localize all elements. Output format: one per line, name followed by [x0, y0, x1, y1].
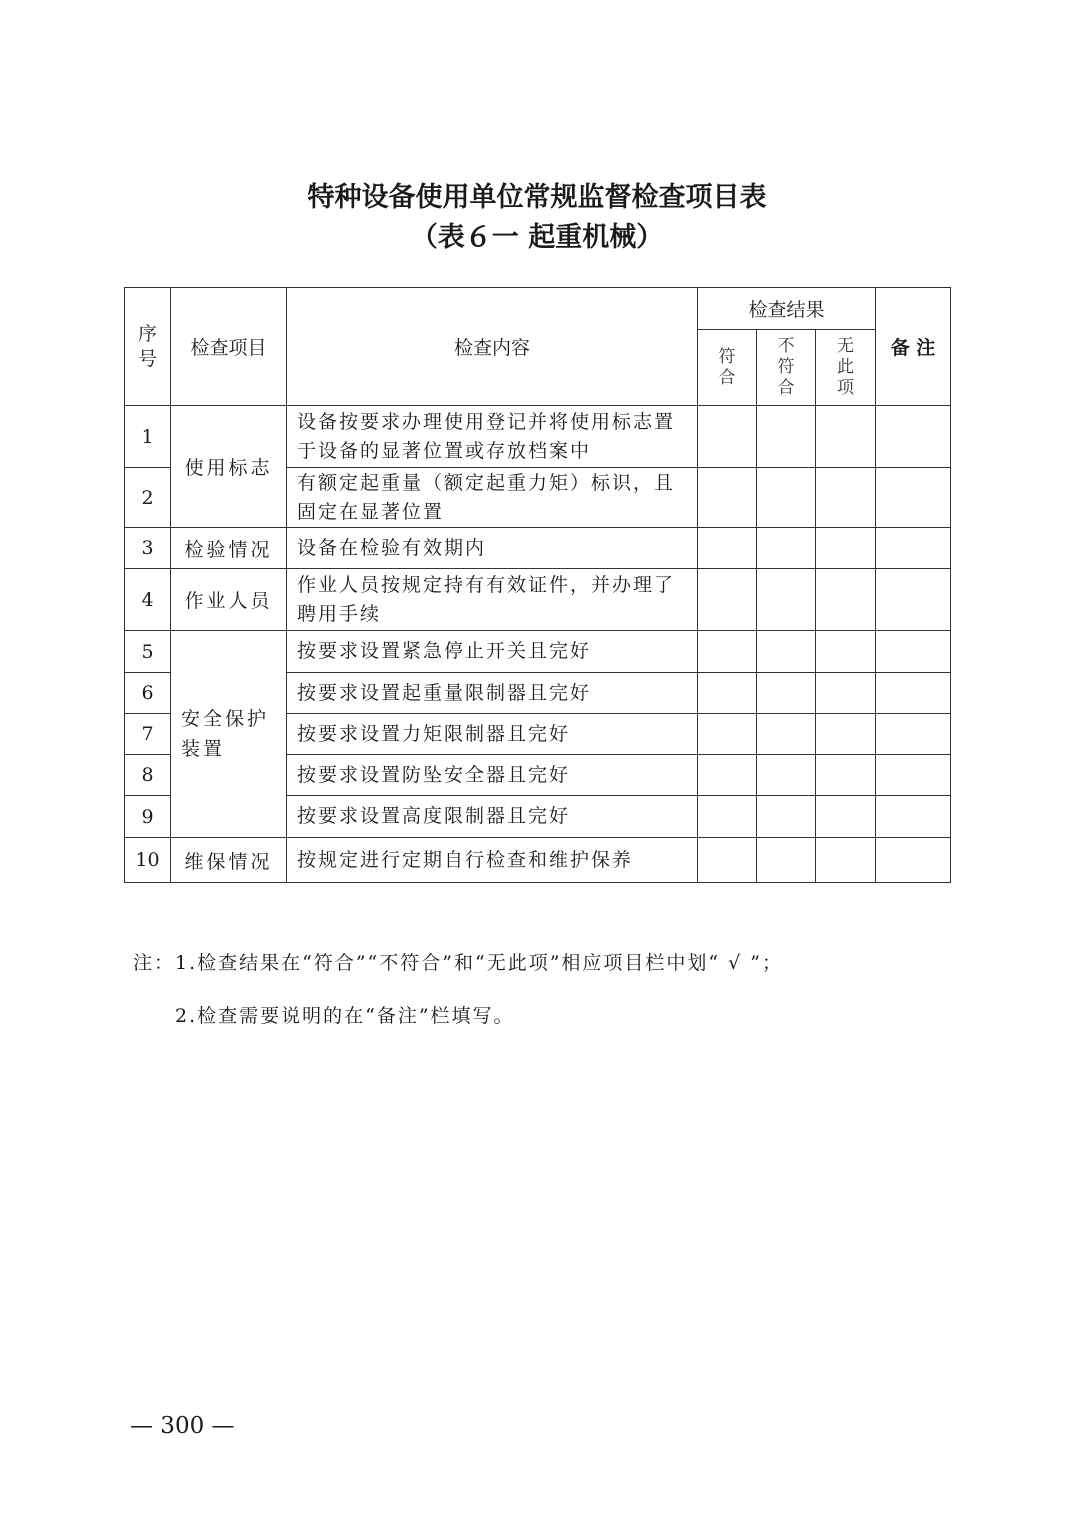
check-na-cell[interactable] [816, 673, 876, 714]
row-content: 按要求设置防坠安全器且完好 [287, 755, 698, 796]
header-conform: 符 合 [698, 330, 757, 406]
row-content: 按要求设置起重量限制器且完好 [287, 673, 698, 714]
check-conform-cell[interactable] [698, 528, 757, 569]
item-maintenance: 维保情况 [171, 838, 287, 883]
row-content: 按要求设置力矩限制器且完好 [287, 714, 698, 755]
table-row [125, 631, 951, 673]
row-number: 3 [125, 528, 171, 569]
remark-cell[interactable] [876, 631, 951, 673]
row-content: 设备按要求办理使用登记并将使用标志置 于设备的显著位置或存放档案中 [287, 406, 698, 468]
check-conform-cell[interactable] [698, 755, 757, 796]
check-na-cell[interactable] [816, 406, 876, 468]
remark-cell[interactable] [876, 673, 951, 714]
check-na-cell[interactable] [816, 631, 876, 673]
remark-cell[interactable] [876, 569, 951, 631]
header-seq: 序 号 [125, 288, 171, 406]
row-content: 按规定进行定期自行检查和维护保养 [287, 838, 698, 883]
check-nonconform-cell[interactable] [757, 468, 816, 528]
remark-cell[interactable] [876, 714, 951, 755]
row-content: 有额定起重量（额定起重力矩）标识，且 固定在显著位置 [287, 468, 698, 528]
check-nonconform-cell[interactable] [757, 755, 816, 796]
check-nonconform-cell[interactable] [757, 673, 816, 714]
note-line-2: 2.检查需要说明的在“备注”栏填写。 [175, 1005, 515, 1027]
row-number: 8 [125, 755, 171, 796]
table-row [125, 528, 951, 569]
row-number: 4 [125, 569, 171, 631]
check-nonconform-cell[interactable] [757, 838, 816, 883]
table-row [125, 569, 951, 631]
item-usage-mark: 使用标志 [171, 406, 287, 528]
check-nonconform-cell[interactable] [757, 569, 816, 631]
check-nonconform-cell[interactable] [757, 631, 816, 673]
header-result: 检查结果 [698, 288, 876, 330]
row-content: 设备在检验有效期内 [287, 528, 698, 569]
header-remark: 备 注 [876, 288, 951, 406]
inspection-table [124, 287, 951, 883]
check-nonconform-cell[interactable] [757, 528, 816, 569]
check-nonconform-cell[interactable] [757, 796, 816, 838]
check-conform-cell[interactable] [698, 569, 757, 631]
check-na-cell[interactable] [816, 796, 876, 838]
remark-cell[interactable] [876, 796, 951, 838]
row-content: 按要求设置高度限制器且完好 [287, 796, 698, 838]
row-number: 9 [125, 796, 171, 838]
check-nonconform-cell[interactable] [757, 406, 816, 468]
item-safety-devices: 安全保护 装置 [171, 631, 287, 838]
check-conform-cell[interactable] [698, 796, 757, 838]
row-number: 5 [125, 631, 171, 673]
title-line-2: （表６一 起重机械） [410, 222, 664, 253]
check-na-cell[interactable] [816, 714, 876, 755]
remark-cell[interactable] [876, 755, 951, 796]
check-conform-cell[interactable] [698, 673, 757, 714]
page-number: — 300 — [130, 1413, 235, 1439]
row-content: 作业人员按规定持有有效证件，并办理了 聘用手续 [287, 569, 698, 631]
remark-cell[interactable] [876, 468, 951, 528]
row-number: 2 [125, 468, 171, 528]
title-line-1: 特种设备使用单位常规监督检查项目表 [307, 182, 767, 213]
header-content: 检查内容 [287, 288, 698, 406]
row-number: 10 [125, 838, 171, 883]
remark-cell[interactable] [876, 406, 951, 468]
table-row [125, 406, 951, 468]
check-nonconform-cell[interactable] [757, 714, 816, 755]
check-conform-cell[interactable] [698, 838, 757, 883]
check-na-cell[interactable] [816, 755, 876, 796]
row-number: 7 [125, 714, 171, 755]
header-nonconform: 不 符 合 [757, 330, 816, 406]
check-conform-cell[interactable] [698, 406, 757, 468]
check-na-cell[interactable] [816, 569, 876, 631]
table-row [125, 838, 951, 883]
row-number: 6 [125, 673, 171, 714]
row-content: 按要求设置紧急停止开关且完好 [287, 631, 698, 673]
check-na-cell[interactable] [816, 528, 876, 569]
item-operators: 作业人员 [171, 569, 287, 631]
row-number: 1 [125, 406, 171, 468]
check-conform-cell[interactable] [698, 468, 757, 528]
check-na-cell[interactable] [816, 838, 876, 883]
remark-cell[interactable] [876, 528, 951, 569]
check-conform-cell[interactable] [698, 631, 757, 673]
check-conform-cell[interactable] [698, 714, 757, 755]
note-line-1: 注：1.检查结果在“符合”“不符合”和“无此项”相应项目栏中划“ √ ”； [133, 952, 784, 974]
check-na-cell[interactable] [816, 468, 876, 528]
header-na: 无 此 项 [816, 330, 876, 406]
document-title [0, 178, 1074, 258]
remark-cell[interactable] [876, 838, 951, 883]
item-inspection-status: 检验情况 [171, 528, 287, 569]
header-item: 检查项目 [171, 288, 287, 406]
notes [133, 948, 783, 1028]
